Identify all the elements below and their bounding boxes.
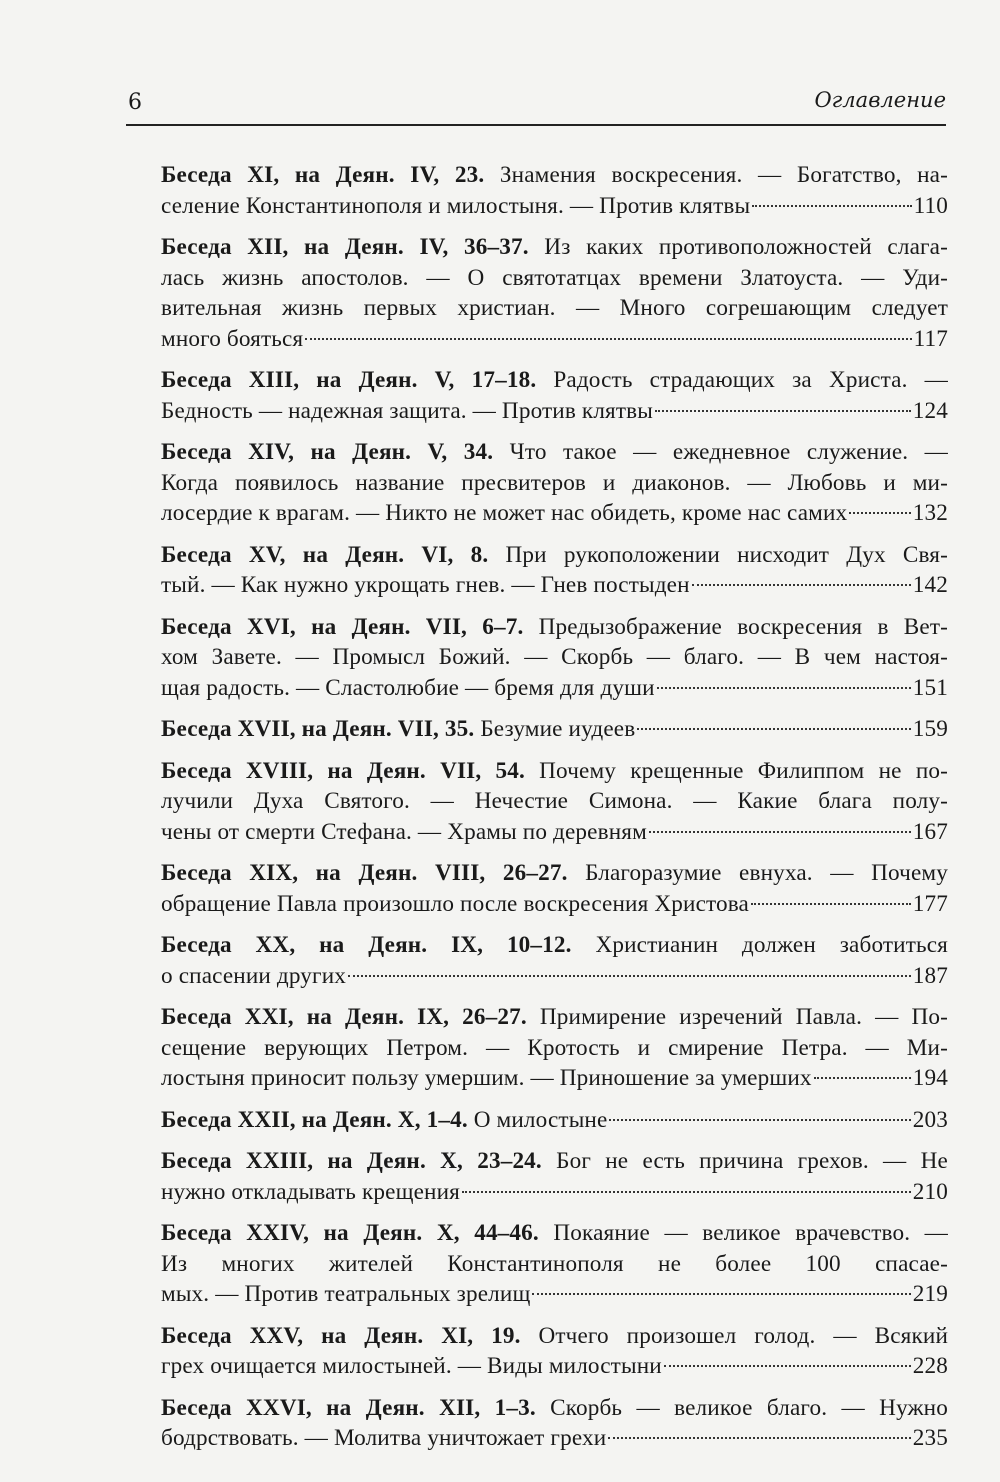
toc-entry-text: Радость страдающих за Христа. — (536, 367, 948, 393)
dot-leader (637, 728, 910, 730)
toc-entry-text: Бог не есть причина грехов. — Не (541, 1148, 948, 1174)
toc-entry-first-line (161, 1393, 948, 1424)
toc-entry-last-line (161, 191, 948, 222)
dot-leader (532, 1293, 910, 1295)
toc-entry-text: Что такое — ежедневное служение. — (493, 439, 948, 465)
toc-entry-text: бодрствовать. — Молитва уничтожает грехи (161, 1425, 607, 1451)
toc-entry-line: лась жизнь апостолов. — О святотатцах времени Златоуста. — Уди- (161, 264, 948, 291)
toc-entry (161, 1393, 948, 1454)
toc-entry-last-line (161, 1105, 948, 1136)
toc-entry-last-line (161, 1279, 948, 1310)
toc-entry-first-line (161, 1146, 948, 1177)
toc-entry-reference: Беседа XXVI, на Деян. XII, 1–3. (161, 1394, 536, 1421)
toc-entry-page: 187 (912, 962, 948, 989)
toc-entry-text: лосердие к врагам. — Никто не может нас обидеть, кроме нас самих (161, 500, 848, 526)
toc-entry-last-line (161, 1063, 948, 1094)
toc-entry-first-line (161, 930, 948, 961)
toc-entry-text: щая радость. — Сластолюбие — бремя для души (161, 674, 655, 701)
toc-entry-last-line (161, 817, 948, 848)
toc-entry (161, 714, 948, 745)
toc-entry-reference: Беседа XVIII, на Деян. VII, 54. (161, 757, 525, 784)
dot-leader (657, 687, 911, 689)
toc-entry-first-line (161, 160, 948, 191)
toc-entry-page: 110 (913, 192, 948, 219)
toc-entry-first-line (161, 365, 948, 396)
toc-entry-text: Христианин должен заботиться (571, 932, 948, 958)
toc-entry-reference: Беседа XII, на Деян. IV, 36–37. (161, 234, 529, 260)
dot-leader (692, 584, 911, 586)
toc-entry (161, 1321, 948, 1382)
toc-entry-page: 151 (912, 674, 948, 701)
toc-entry (161, 1002, 948, 1094)
toc-entry-reference: Беседа XX, на Деян. IX, 10–12. (161, 932, 572, 958)
toc-entry-text: Знамения воскресения. — Богатство, на- (484, 162, 948, 188)
toc-entry-first-line (161, 756, 948, 787)
toc-entry-text: тый. — Как нужно укрощать гнев. — Гнев постыден (161, 572, 690, 598)
toc-entry-first-line (161, 1002, 948, 1033)
dot-leader (752, 205, 911, 207)
toc-entry-page: 219 (912, 1281, 948, 1307)
dot-leader (655, 410, 911, 412)
toc-entry-reference: Беседа XXI, на Деян. IX, 26–27. (161, 1004, 527, 1030)
toc-entry-page: 194 (912, 1065, 948, 1091)
toc-entry-page: 235 (912, 1425, 948, 1451)
toc-entry (161, 437, 948, 529)
toc-entry-page: 124 (912, 397, 948, 424)
toc-entry-first-line (161, 437, 948, 468)
toc-entry-last-line (161, 396, 948, 427)
toc-entry-text: чены от смерти Стефана. — Храмы по деревням (161, 818, 647, 845)
dot-leader (608, 1437, 911, 1439)
toc-entry-reference: Беседа XXIV, на Деян. X, 44–46. (161, 1220, 539, 1246)
toc-entry-reference: Беседа XIII, на Деян. V, 17–18. (161, 367, 537, 393)
toc-entry-text: О милостыне (467, 1106, 608, 1133)
toc-entry-page: 210 (912, 1178, 948, 1205)
dot-leader (305, 338, 911, 340)
toc-entry-text: Бедность — надежная защита. — Против клятвы (161, 397, 653, 424)
toc-entry-text: Примирение изречений Павла. — По- (526, 1004, 948, 1030)
toc-entry-page: 228 (912, 1353, 948, 1379)
toc-entry (161, 365, 948, 426)
toc-entry-text: Безумие иудеев (474, 716, 636, 742)
toc-entry-line: хом Завете. — Промысл Божий. — Скорбь — благо. — В чем настоя- (161, 644, 948, 670)
toc-entry-first-line (161, 1321, 948, 1352)
toc-entry-last-line (161, 889, 948, 920)
toc-entry-reference: Беседа XXII, на Деян. X, 1–4. (161, 1106, 468, 1133)
toc-entry-text: много бояться (161, 325, 304, 352)
toc-entry-last-line (161, 570, 948, 601)
toc-entry-last-line (161, 1177, 948, 1208)
toc-entry-page: 203 (912, 1106, 948, 1133)
toc-entry-text: Благоразумие евнуха. — Почему (567, 860, 948, 886)
dot-leader (462, 1191, 911, 1193)
toc-entry-text: Скорбь — великое благо. — Нужно (535, 1394, 948, 1421)
toc-entry-last-line (161, 324, 948, 355)
toc-entry (161, 612, 948, 704)
toc-entry-line: Из многих жителей Константинополя не более 100 спасае- (161, 1250, 948, 1277)
toc-entry-text: грех очищается милостыней. — Виды милостыни (161, 1353, 662, 1379)
toc-entry-text-wrap (161, 1105, 607, 1136)
toc-entry (161, 756, 948, 848)
toc-entry-text: лостыня приносит пользу умершим. — Приношение за умерших (161, 1065, 812, 1091)
dot-leader (348, 975, 911, 977)
toc-entry-text: Почему крещенные Филиппом не по- (524, 757, 948, 784)
toc-entry-text-wrap (161, 714, 635, 745)
toc-entry (161, 858, 948, 919)
toc-entry-reference: Беседа XVI, на Деян. VII, 6–7. (161, 613, 524, 640)
toc-entry (161, 1146, 948, 1207)
toc-entry-last-line (161, 1423, 948, 1454)
dot-leader (649, 831, 911, 833)
toc-entry-page: 117 (913, 325, 948, 352)
toc-entry-reference: Беседа XIX, на Деян. VIII, 26–27. (161, 860, 568, 886)
toc-entry-text: селение Константинополя и милостыня. — Против клятвы (161, 192, 751, 219)
toc-entry-text: нужно откладывать крещения (161, 1178, 460, 1205)
toc-entry-last-line (161, 673, 948, 704)
page-number: 6 (128, 90, 142, 115)
toc-entry-text: При рукоположении нисходит Дух Свя- (488, 541, 948, 568)
toc-entry-text: мых. — Против театральных зрелищ (161, 1281, 531, 1307)
toc-entry-line: лучили Духа Святого. — Нечестие Симона. — Какие блага полу- (161, 788, 948, 814)
dot-leader (849, 512, 910, 514)
toc-entry-last-line (161, 1351, 948, 1382)
toc-entry-page: 177 (912, 890, 948, 917)
dot-leader (814, 1077, 911, 1079)
toc-entry-first-line (161, 540, 948, 571)
toc-entry (161, 232, 948, 354)
toc-entry-first-line (161, 232, 948, 263)
toc-entry-page: 132 (912, 500, 948, 526)
toc-entry-reference: Беседа XI, на Деян. IV, 23. (161, 162, 485, 188)
toc-entry (161, 1105, 948, 1136)
header-rule (126, 124, 946, 126)
toc-entry-reference: Беседа XIV, на Деян. V, 34. (161, 439, 494, 465)
dot-leader (751, 903, 911, 905)
toc-entry-text: о спасении других (161, 962, 347, 989)
toc-entry-text: Предызображение воскресения в Вет- (523, 613, 948, 640)
toc-entry-first-line (161, 612, 948, 643)
table-of-contents (161, 160, 948, 1465)
toc-entry-line: Когда появилось название пресвитеров и диаконов. — Любовь и ми- (161, 469, 948, 496)
toc-entry-last-line (161, 498, 948, 529)
toc-entry-line: вительная жизнь первых христиан. — Много согрешающим следует (161, 295, 948, 321)
toc-entry-page: 167 (912, 818, 948, 845)
dot-leader (609, 1119, 910, 1121)
toc-entry-page: 142 (912, 572, 948, 598)
dot-leader (664, 1365, 911, 1367)
toc-entry-page: 159 (912, 716, 948, 742)
toc-entry-last-line (161, 961, 948, 992)
toc-entry-reference: Беседа XVII, на Деян. VII, 35. (161, 716, 475, 742)
toc-entry (161, 540, 948, 601)
toc-entry-last-line (161, 714, 948, 745)
toc-entry-text: Отчего произошел голод. — Всякий (520, 1322, 949, 1349)
toc-entry-reference: Беседа XXIII, на Деян. X, 23–24. (161, 1148, 542, 1174)
toc-entry (161, 930, 948, 991)
running-title: Оглавление (814, 88, 946, 112)
toc-entry-text: Из каких противоположностей слага- (528, 234, 948, 260)
toc-entry-reference: Беседа XV, на Деян. VI, 8. (161, 541, 489, 568)
toc-entry (161, 1218, 948, 1310)
toc-entry-first-line (161, 858, 948, 889)
toc-entry-text: Покаяние — великое врачевство. — (538, 1220, 949, 1246)
toc-entry-first-line (161, 1218, 948, 1249)
toc-entry-reference: Беседа XXV, на Деян. XI, 19. (161, 1322, 521, 1349)
toc-entry-line: сещение верующих Петром. — Кротость и смирение Петра. — Ми- (161, 1034, 948, 1061)
toc-entry-text: обращение Павла произошло после воскресения Христова (161, 890, 749, 917)
toc-entry (161, 160, 948, 221)
